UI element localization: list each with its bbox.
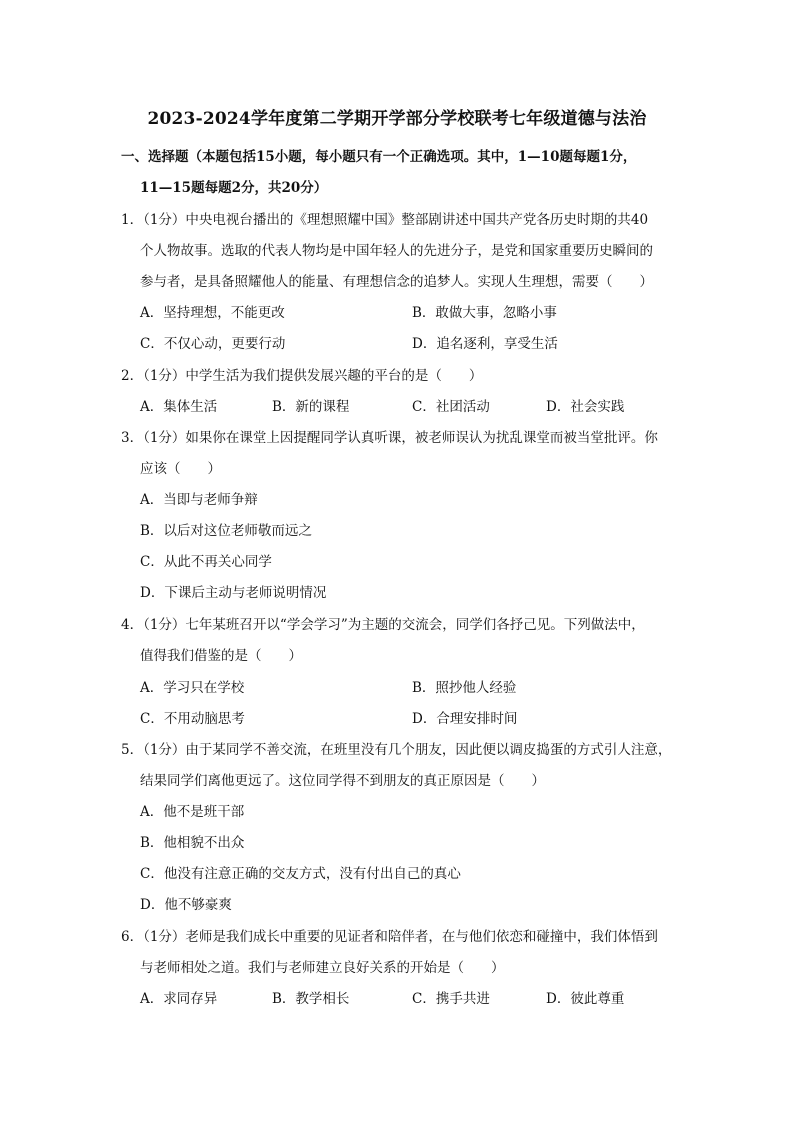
question-5-option-d: D．他不够豪爽 (140, 897, 232, 913)
question-4-option-b: B．照抄他人经验 (412, 680, 517, 696)
question-5-option-c: C．他没有注意正确的交友方式，没有付出自己的真心 (140, 866, 461, 882)
question-2-option-d: D．社会实践 (546, 399, 625, 415)
question-5-line-1: 5．（1分）由于某同学不善交流，在班里没有几个朋友，因此便以调皮捣蛋的方式引人注意， (121, 742, 672, 758)
question-6-option-b: B．教学相长 (272, 991, 350, 1007)
question-2-option-c: C．社团活动 (412, 399, 490, 415)
question-3-option-d: D．下课后主动与老师说明情况 (140, 585, 327, 601)
question-2-line-1: 2．（1分）中学生活为我们提供发展兴趣的平台的是（ ） (121, 368, 483, 384)
question-4-option-c: C．不用动脑思考 (140, 711, 245, 727)
question-4-option-a: A．学习只在学校 (140, 680, 245, 696)
question-6-option-c: C．携手共进 (412, 991, 490, 1007)
question-1-line-1: 1．（1分）中央电视台播出的《理想照耀中国》整部剧讲述中国共产党各历史时期的共40 (121, 212, 649, 228)
exam-title: 2023-2024学年度第二学期开学部分学校联考七年级道德与法治 (147, 109, 647, 129)
question-5-line-2: 结果同学们离他更远了。这位同学得不到朋友的真正原因是（ ） (140, 773, 545, 789)
question-4-line-1: 4．（1分）七年某班召开以“学会学习”为主题的交流会，同学们各抒己见。下列做法中， (121, 617, 645, 633)
section-heading-line2: 11—15题每题2分，共20分） (140, 180, 328, 196)
question-4-option-d: D．合理安排时间 (412, 711, 518, 727)
question-5-option-b: B．他相貌不出众 (140, 835, 245, 851)
question-1-option-d: D．追名逐利，享受生活 (412, 336, 558, 352)
question-3-option-b: B．以后对这位老师敬而远之 (140, 523, 312, 539)
question-6-line-2: 与老师相处之道。我们与老师建立良好关系的开始是（ ） (140, 960, 505, 976)
question-5-option-a: A．他不是班干部 (140, 804, 245, 820)
question-4-line-2: 值得我们借鉴的是（ ） (140, 648, 302, 664)
question-6-option-d: D．彼此尊重 (546, 991, 625, 1007)
question-1-line-2: 个人物故事。选取的代表人物均是中国年轻人的先进分子，是党和国家重要历史瞬间的 (140, 243, 653, 259)
question-3-line-1: 3．（1分）如果你在课堂上因提醒同学认真听课，被老师误认为扰乱课堂而被当堂批评。你 (121, 430, 658, 446)
question-1-option-b: B．敢做大事，忽略小事 (412, 305, 557, 321)
question-1-option-c: C．不仅心动，更要行动 (140, 336, 286, 352)
section-heading-line1: 一、选择题（本题包括15小题，每小题只有一个正确选项。其中，1—10题每题1分， (121, 149, 637, 165)
question-2-option-a: A．集体生活 (140, 399, 218, 415)
question-1-option-a: A．坚持理想，不能更改 (140, 305, 285, 321)
question-1-line-3: 参与者，是具备照耀他人的能量、有理想信念的追梦人。实现人生理想，需要（ ） (140, 274, 653, 290)
question-3-option-c: C．从此不再关心同学 (140, 554, 272, 570)
question-3-option-a: A．当即与老师争辩 (140, 492, 258, 508)
question-6-option-a: A．求同存异 (140, 991, 218, 1007)
question-6-line-1: 6．（1分）老师是我们成长中重要的见证者和陪伴者，在与他们依恋和碰撞中，我们体悟到 (121, 929, 658, 945)
question-3-line-2: 应该（ ） (140, 461, 221, 477)
question-2-option-b: B．新的课程 (272, 399, 350, 415)
